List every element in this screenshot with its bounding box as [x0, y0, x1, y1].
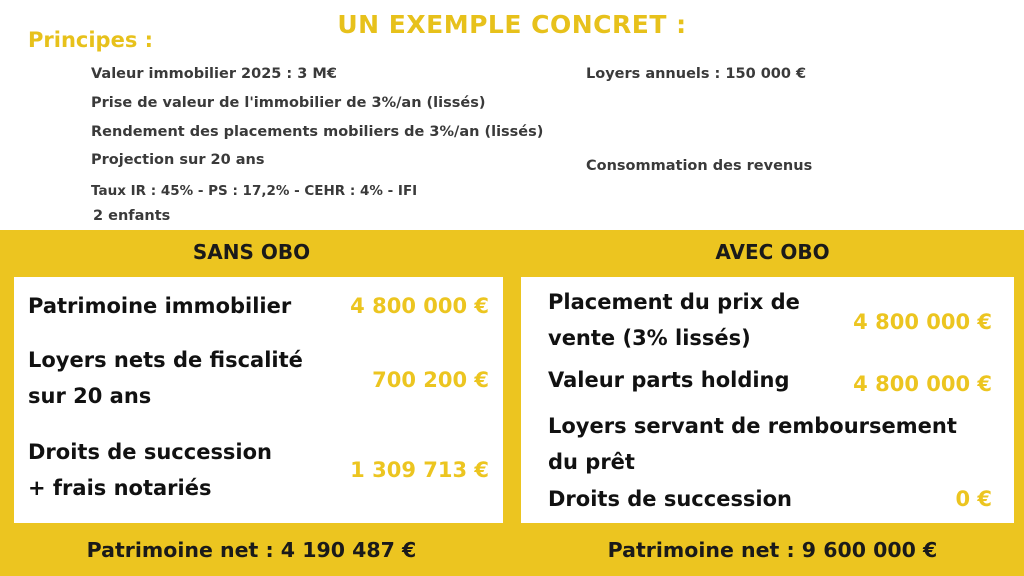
avec-row-droits-label: Droits de succession: [548, 487, 793, 511]
sans-row-droits-value: 1 309 713 €: [350, 458, 489, 482]
avec-row-holding-label: Valeur parts holding: [548, 368, 790, 392]
principe-rendement: Rendement des placements mobiliers de 3%/an (lissés): [91, 124, 544, 140]
avec-row-placement-value: 4 800 000 €: [853, 310, 992, 334]
avec-row-loyers-label-1: Loyers servant de remboursement: [548, 414, 957, 438]
heading-avec-obo: AVEC OBO: [715, 240, 830, 264]
principe-consommation: Consommation des revenus: [586, 158, 813, 174]
sans-row-patrimoine-label: Patrimoine immobilier: [28, 294, 292, 318]
avec-row-placement-label-2: vente (3% lissés): [548, 326, 751, 350]
sans-row-loyers-value: 700 200 €: [372, 368, 489, 392]
sans-row-droits-label-2: + frais notariés: [28, 476, 212, 500]
principe-loyers-annuels: Loyers annuels : 150 000 €: [586, 66, 807, 82]
avec-obo-net-total: Patrimoine net : 9 600 000 €: [607, 538, 938, 562]
panel-avec-obo: [521, 277, 1014, 523]
heading-sans-obo: SANS OBO: [192, 240, 311, 264]
principe-prise-valeur: Prise de valeur de l'immobilier de 3%/an (lissés): [91, 95, 486, 111]
avec-row-holding-value: 4 800 000 €: [853, 372, 992, 396]
principe-projection: Projection sur 20 ans: [91, 152, 265, 168]
column-divider: [503, 230, 521, 576]
sans-row-patrimoine-value: 4 800 000 €: [350, 294, 489, 318]
avec-row-loyers-label-2: du prêt: [548, 450, 635, 474]
left-border: [0, 277, 14, 523]
principe-enfants: 2 enfants: [93, 208, 171, 224]
panel-sans-obo: [14, 277, 503, 523]
sans-row-loyers-label-2: sur 20 ans: [28, 384, 152, 408]
principe-valeur-immobilier: Valeur immobilier 2025 : 3 M€: [91, 66, 337, 82]
page-title: UN EXEMPLE CONCRET :: [337, 10, 687, 39]
sans-obo-net-total: Patrimoine net : 4 190 487 €: [86, 538, 417, 562]
principe-taux: Taux IR : 45% - PS : 17,2% - CEHR : 4% - IFI: [91, 183, 418, 199]
sans-row-droits-label-1: Droits de succession: [28, 440, 273, 464]
avec-row-placement-label-1: Placement du prix de: [548, 290, 800, 314]
principes-title: Principes :: [28, 28, 154, 52]
sans-row-loyers-label-1: Loyers nets de fiscalité: [28, 348, 303, 372]
avec-row-droits-value: 0 €: [955, 487, 992, 511]
right-border: [1014, 277, 1024, 523]
